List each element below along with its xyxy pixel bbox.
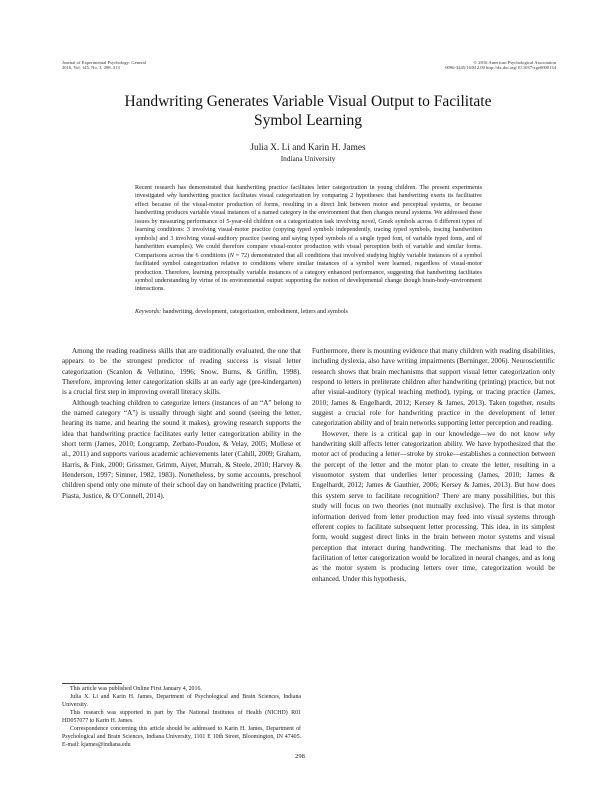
title-line-2: Symbol Learning xyxy=(253,112,363,129)
footnote-funding: This research was supported in part by The National Institutes of Health (NICHD) R01 HD057077 to Karin H. James. xyxy=(62,710,301,725)
body-text: However, there is a critical gap in our knowledge—we do not know xyxy=(322,429,544,438)
journal-citation xyxy=(62,60,292,71)
keywords-list: handwriting, development, categorization, embodiment, letters and symbols xyxy=(161,309,348,315)
journal-name: Journal of Experimental Psychology: General xyxy=(62,60,146,65)
copyright-notice xyxy=(296,60,556,71)
body-paragraph: Although teaching children to categorize letters (instances of an “A” belong to the named category “A”) is usually through sight and sound (seeing the letter, hearing its name, and hearing the sound it makes), growing research supports the idea that handwriting practice facilitates early letter categorization ability in the short term (James, 2010; Longcamp, Zerbato-Poudou, & Velay, 2005; Mollese et al., 2011) and supports various academic achievements later (Cahill, 2009; Graham, Harris, & Fink, 2000; Grissmer, Grimm, Aiyer, Murrah, & Steele, 2010; Harvey & Henderson, 1997; Simner, 1982, 1983). Nonetheless, by some accounts, preschool children spend only one minute of their school day on handwriting practice (Pelatti, Piasta, Justice, & O’Connell, 2014). xyxy=(62,398,301,500)
journal-volume: 2016, Vol. 145, No. 3, 298–313 xyxy=(62,65,120,71)
body-paragraph xyxy=(312,429,555,584)
abstract-text-1: Recent research has demonstrated that handwriting practice facilitates letter categorization in young children. The present experiments investigated xyxy=(135,185,482,200)
abstract-text-2: handwriting practice facilitates visual categorization by comparing 2 hypotheses: that handwriting exerts its facilitative effect because of the visual-motor production of forms, resulting in a direct link between motor and perceptual systems, or because handwriting produces variable visual instances of a named category in the environment that then changes neural systems. We addressed these issues by measuring performance of 5-year-old children on a categorization task involving novel, Greek symbols across 6 different types of learning conditions: 3 involving visual-motor practice (copying typed symbols independently, tracing typed symbols, tracing handwritten symbols) and 3 involving visual-auditory practice (seeing and saying typed symbols of a single typed font, of variable typed fonts, and of handwritten examples). We could therefore compare visual-motor production with visual perception both of variable and similar forms. Comparisons across the 6 conditions ( xyxy=(135,193,482,259)
body-emphasis-why: why xyxy=(543,429,555,438)
author-list: Julia X. Li and Karin H. James xyxy=(250,143,366,153)
footnote-divider xyxy=(62,683,122,684)
affiliation: Indiana University xyxy=(280,154,336,163)
article-title xyxy=(60,92,556,130)
abstract-emphasis-why: why xyxy=(166,193,177,200)
body-text: handwriting skill affects letter categorization ability. We have hypothesized that the motor act of producing a letter—stroke by stroke—establishes a connection between the percept of the letter and the motor plan to create the letter, resulting in a visuomotor system that underlies letter processing (James, 2010; James & Engelhardt, 2012; James & Gauthier, 2006; Kersey & James, 2013). But how does this system serve to facilitate recognition? There are many possibilities, but this study will focus on two theories (not mutually exclusive). The first is that motor information derived from letter production may feed into visual systems through efferent copies to facilitate subsequent letter processing. This idea, in its simplest form, would suggest direct links in the brain between motor systems and visual perception that interact during handwriting. The mechanisms that lead to the facilitation of letter categorization would be localized in neural changes, and as long as the motor system is producing letters over time, categorization would be enhanced. Under this hypothesis, xyxy=(312,440,555,583)
footnote-correspondence: Correspondence concerning this article should be addressed to Karin H. James, Department of Psychological and Brain Sciences, Indiana University, 1101 E 10th Street, Bloomington, IN 47405. E-mail: kjames@indiana.edu xyxy=(62,726,301,749)
keywords-label: Keywords: xyxy=(135,309,162,315)
page-number: 298 xyxy=(295,753,305,760)
body-column-left xyxy=(62,346,301,501)
abstract xyxy=(135,184,482,294)
abstract-text-3: = 72) demonstrated that all conditions that involved studying highly variable instances of a symbol facilitated symbol categorization relative to conditions where similar instances of a symbol were learned, regardless of visual-motor production. Therefore, learning perceptually variable instances of a category enhanced performance, suggesting that handwriting facilitates symbol understanding by virtue of its environmental output: supporting the notion of developmental change though brain-body-environment interactions. xyxy=(135,252,482,293)
body-paragraph: Among the reading readiness skills that are traditionally evaluated, the one that appears to be the strongest predictor of reading success is visual letter categorization (Scanlon & Vellutino, 1996; Snow, Burns, & Griffin, 1998). Therefore, improving letter categorization skills at an early age (pre-kindergarten) is a crucial first step in improving overall literacy skills. xyxy=(62,347,301,397)
copyright-line: © 2016 American Psychological Association xyxy=(473,60,556,65)
footnote-affiliation: Julia X. Li and Karin H. James, Department of Psychological and Brain Sciences, Indiana University. xyxy=(62,694,301,709)
footnotes xyxy=(62,686,301,750)
body-paragraph: Furthermore, there is mounting evidence that many children with reading disabilities, including dyslexia, also have writing impairments (Berninger, 2006). Neuroscientific research shows that brain mechanisms that support visual letter categorization only respond to letters in preliterate children after handwriting (printing) practice, but not after visual-auditory (typical teaching method), typing, or tracing practice (James, 2010; James & Engelhardt, 2012; Kersey & James, 2013). Taken together, results suggest a crucial role for handwriting practice in the development of letter categorization ability and of brain networks supporting letter perception and reading. xyxy=(312,347,555,428)
title-line-1: Handwriting Generates Variable Visual Output to Facilitate xyxy=(124,93,492,110)
body-column-right xyxy=(312,346,555,584)
abstract-emphasis-n: N xyxy=(229,252,234,259)
keywords xyxy=(135,308,482,316)
footnote-published: This article was published Online First January 4, 2016. xyxy=(70,686,202,692)
doi-line[interactable]: 0096-3445/16/$12.00 http://dx.doi.org/10.1037/xge0000134 xyxy=(445,65,556,71)
